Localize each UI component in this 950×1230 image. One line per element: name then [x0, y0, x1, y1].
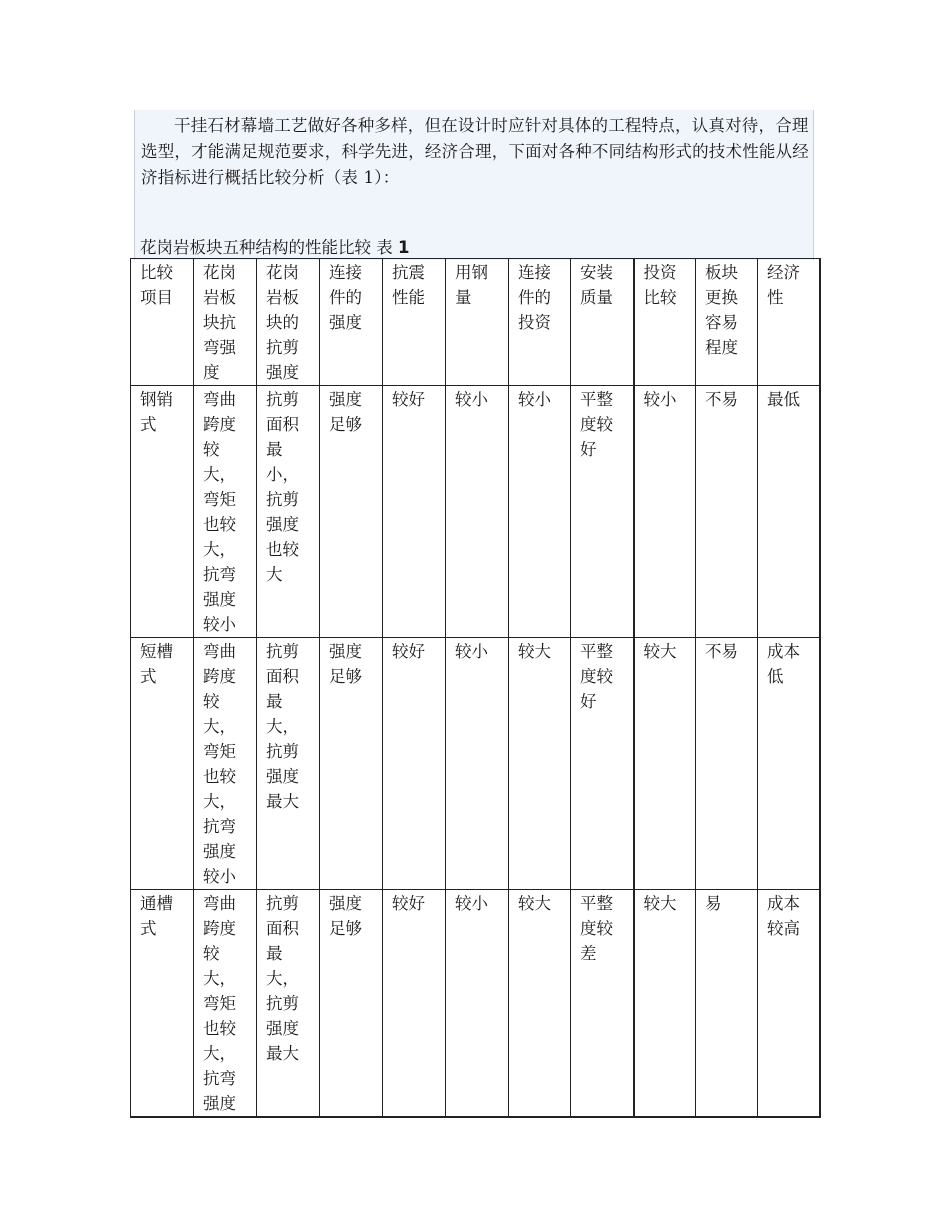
table-cell: 强度足够	[320, 386, 383, 638]
table-cell: 短槽式	[131, 638, 194, 890]
header-cell: 安装质量	[571, 259, 634, 386]
table-cell: 钢销式	[131, 386, 194, 638]
table-cell: 通槽式	[131, 890, 194, 1118]
table-header-row	[131, 259, 820, 386]
table-cell: 较小	[446, 638, 509, 890]
table-cell: 成本低	[758, 638, 820, 890]
table-cell: 较大	[509, 638, 571, 890]
table-row	[131, 638, 820, 890]
comparison-table	[130, 258, 821, 1118]
table-cell: 弯曲跨度较大，弯矩也较大，抗弯强度	[194, 890, 257, 1118]
table-cell: 最低	[758, 386, 820, 638]
table-cell: 较大	[509, 890, 571, 1118]
table-cell: 强度足够	[320, 638, 383, 890]
table-cell: 较小	[509, 386, 571, 638]
table-cell: 较小	[446, 386, 509, 638]
table-cell: 平整度较差	[571, 890, 634, 1118]
header-cell: 花岗岩板块的抗剪强度	[257, 259, 320, 386]
table-cell: 强度足够	[320, 890, 383, 1118]
table-cell: 易	[696, 890, 758, 1118]
table-cell: 较好	[383, 638, 446, 890]
table-cell: 成本较高	[758, 890, 820, 1118]
table-cell: 弯曲跨度较大，弯矩也较大，抗弯强度较小	[194, 386, 257, 638]
table-cell: 较大	[634, 638, 696, 890]
table-cell: 较好	[383, 890, 446, 1118]
table-row	[131, 386, 820, 638]
table-caption	[140, 237, 409, 259]
table-cell: 抗剪面积最大，抗剪强度最大	[257, 638, 320, 890]
table-cell: 平整度较好	[571, 386, 634, 638]
table-cell: 弯曲跨度较大，弯矩也较大，抗弯强度较小	[194, 638, 257, 890]
table-cell: 抗剪面积最小，抗剪强度也较大	[257, 386, 320, 638]
table-row	[131, 890, 820, 1118]
table-cell: 较好	[383, 386, 446, 638]
table-caption-text: 花岗岩板块五种结构的性能比较 表	[140, 238, 398, 257]
header-cell: 连接件的强度	[320, 259, 383, 386]
header-cell: 比较项目	[131, 259, 194, 386]
table-cell: 较大	[634, 890, 696, 1118]
header-cell: 板块更换容易程度	[696, 259, 758, 386]
header-cell: 抗震性能	[383, 259, 446, 386]
table-cell: 较小	[634, 386, 696, 638]
table-cell: 不易	[696, 638, 758, 890]
header-cell: 投资比较	[634, 259, 696, 386]
table-cell: 不易	[696, 386, 758, 638]
table-cell: 平整度较好	[571, 638, 634, 890]
table-cell: 抗剪面积最大，抗剪强度最大	[257, 890, 320, 1118]
header-cell: 用钢量	[446, 259, 509, 386]
intro-paragraph: 干挂石材幕墙工艺做好各种多样，但在设计时应针对具体的工程特点，认真对待，合理选型，才能满足规范要求，科学先进，经济合理，下面对各种不同结构形式的技术性能从经济指标进行概括比较分析（表 1）：	[141, 116, 809, 187]
header-cell: 连接件的投资	[509, 259, 571, 386]
header-cell: 经济性	[758, 259, 820, 386]
header-cell: 花岗岩板块抗弯强度	[194, 259, 257, 386]
table-cell: 较小	[446, 890, 509, 1118]
table-caption-number: 1	[398, 238, 410, 257]
